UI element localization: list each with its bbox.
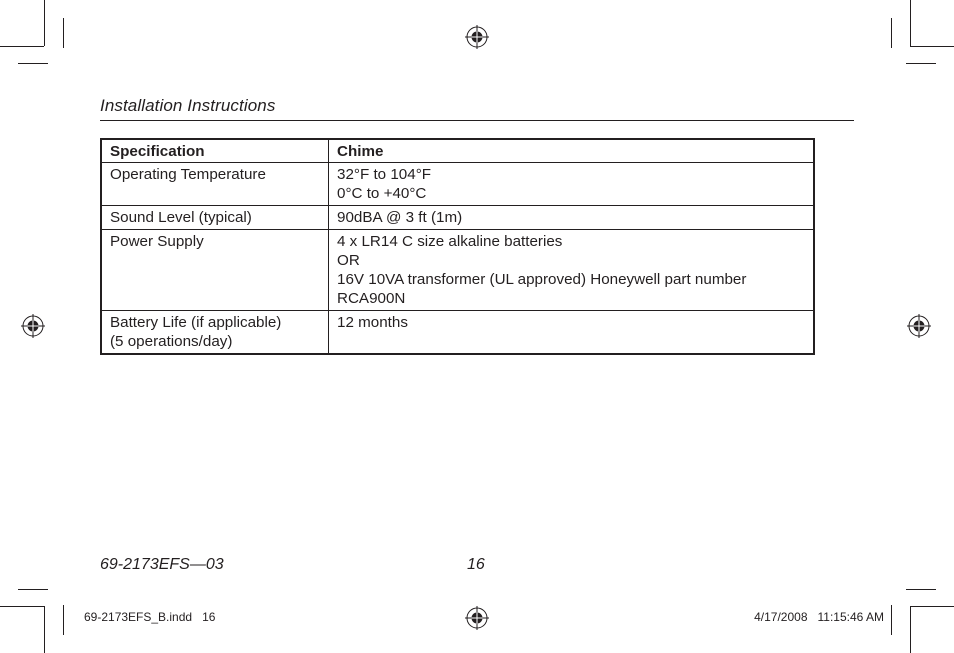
crop-mark <box>910 46 954 47</box>
table-header-row <box>101 139 814 163</box>
table-row <box>101 206 814 230</box>
crop-mark <box>18 589 48 590</box>
page-number: 16 <box>467 556 485 573</box>
cell-line: 4 x LR14 C size alkaline batteries <box>337 233 563 250</box>
crop-mark <box>906 63 936 64</box>
document-number: 69-2173EFS—03 <box>100 556 224 573</box>
slug-filename: 69-2173EFS_B.indd 16 <box>84 610 216 624</box>
cell-line: Operating Temperature <box>110 166 266 183</box>
crop-mark <box>44 606 45 653</box>
spec-name-cell <box>101 206 329 230</box>
crop-mark <box>891 18 892 48</box>
table-row <box>101 311 814 355</box>
cell-line: Sound Level (typical) <box>110 209 252 226</box>
crop-mark <box>891 605 892 635</box>
column-header-specification: Specification <box>101 139 329 163</box>
header-rule <box>100 120 854 121</box>
cell-line: Power Supply <box>110 233 204 250</box>
cell-line: 16V 10VA transformer (UL approved) Honeywell part number <box>337 271 747 288</box>
crop-mark <box>0 46 44 47</box>
cell-line: RCA900N <box>337 290 406 307</box>
table-row <box>101 230 814 311</box>
column-header-chime: Chime <box>329 139 815 163</box>
cell-line: 12 months <box>337 314 408 331</box>
registration-mark-icon <box>907 314 931 338</box>
spec-value-cell <box>329 311 815 355</box>
spec-name-cell <box>101 163 329 206</box>
crop-mark <box>910 0 911 46</box>
running-header: Installation Instructions <box>100 96 276 115</box>
registration-mark-icon <box>465 25 489 49</box>
registration-mark-icon <box>21 314 45 338</box>
crop-mark <box>0 606 44 607</box>
cell-line: Battery Life (if applicable) <box>110 314 282 331</box>
spec-value-cell <box>329 163 815 206</box>
spec-value-cell <box>329 230 815 311</box>
crop-mark <box>63 605 64 635</box>
crop-mark <box>18 63 48 64</box>
spec-value-cell <box>329 206 815 230</box>
crop-mark <box>910 606 954 607</box>
crop-mark <box>63 18 64 48</box>
cell-line: 90dBA @ 3 ft (1m) <box>337 209 463 226</box>
registration-mark-icon <box>465 606 489 630</box>
table-row <box>101 163 814 206</box>
cell-line: (5 operations/day) <box>110 333 233 350</box>
slug-datetime: 4/17/2008 11:15:46 AM <box>754 610 884 624</box>
cell-line: 32°F to 104°F <box>337 166 432 183</box>
cell-line: OR <box>337 252 360 269</box>
specification-table <box>100 138 815 355</box>
spec-name-cell <box>101 311 329 355</box>
cell-line: 0°C to +40°C <box>337 185 427 202</box>
crop-mark <box>906 589 936 590</box>
crop-mark <box>44 0 45 46</box>
spec-name-cell <box>101 230 329 311</box>
crop-mark <box>910 606 911 653</box>
